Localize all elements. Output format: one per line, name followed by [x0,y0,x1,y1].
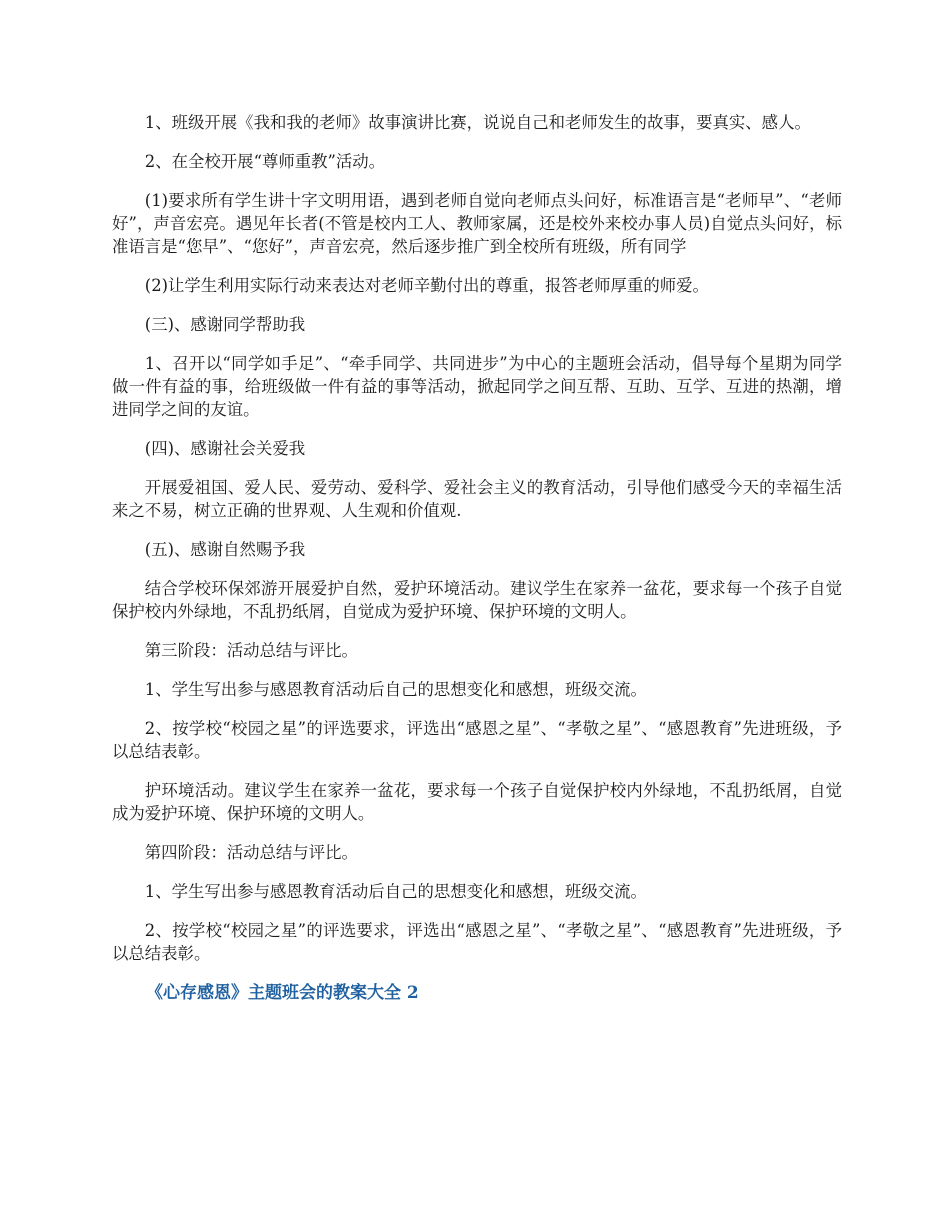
document-title-heading: 《心存感恩》主题班会的教案大全 2 [146,983,419,1003]
section-subheading: (三)、感谢同学帮助我 [144,315,306,334]
stage-heading: 第三阶段：活动总结与评比。 [144,641,358,660]
paragraph: 1、班级开展《我和我的老师》故事演讲比赛，说说自己和老师发生的故事，要真实、感人。 [144,113,811,132]
section-subheading: (四)、感谢社会关爱我 [144,439,306,458]
stage-heading: 第四阶段：活动总结与评比。 [144,843,358,862]
paragraph: 1、学生写出参与感恩教育活动后自己的思想变化和感想，班级交流。 [144,680,647,699]
paragraph: 开展爱祖国、爱人民、爱劳动、爱科学、爱社会主义的教育活动，引导他们感受今天的幸福生活来之不易，树立正确的世界观、人生观和价值观. [112,478,842,520]
document-page [112,111,842,1005]
paragraph: 1、召开以“同学如手足”、“牵手同学、共同进步”为中心的主题班会活动，倡导每个星期为同学做一件有益的事，给班级做一件有益的事等活动，掀起同学之间互帮、互助、互学、互进的热潮，增进同学之间的友谊。 [112,354,842,419]
section-subheading: (五)、感谢自然赐予我 [144,540,306,559]
paragraph: 护环境活动。建议学生在家养一盆花，要求每一个孩子自觉保护校内外绿地，不乱扔纸屑，自觉成为爱护环境、保护环境的文明人。 [112,781,842,823]
paragraph: 结合学校环保郊游开展爱护自然，爱护环境活动。建议学生在家养一盆花，要求每一个孩子自觉保护校内外绿地，不乱扔纸屑，自觉成为爱护环境、保护环境的文明人。 [112,579,842,621]
paragraph: (1)要求所有学生讲十字文明用语，遇到老师自觉向老师点头问好，标准语言是“老师早”、“老师好”，声音宏亮。遇见年长者(不管是校内工人、教师家属，还是校外来校办事人员)自觉点头问好，标准语言是“您早”、“您好”，声音宏亮，然后逐步推广到全校所有班级，所有同学 [112,191,842,256]
paragraph: 2、按学校“校园之星”的评选要求，评选出“感恩之星”、“孝敬之星”、“感恩教育”先进班级，予以总结表彰。 [112,719,842,761]
paragraph: 1、学生写出参与感恩教育活动后自己的思想变化和感想，班级交流。 [144,882,647,901]
paragraph: 2、按学校“校园之星”的评选要求，评选出“感恩之星”、“孝敬之星”、“感恩教育”先进班级，予以总结表彰。 [112,921,842,963]
paragraph: (2)让学生利用实际行动来表达对老师辛勤付出的尊重，报答老师厚重的师爱。 [144,276,709,295]
paragraph: 2、在全校开展“尊师重教”活动。 [144,152,386,171]
